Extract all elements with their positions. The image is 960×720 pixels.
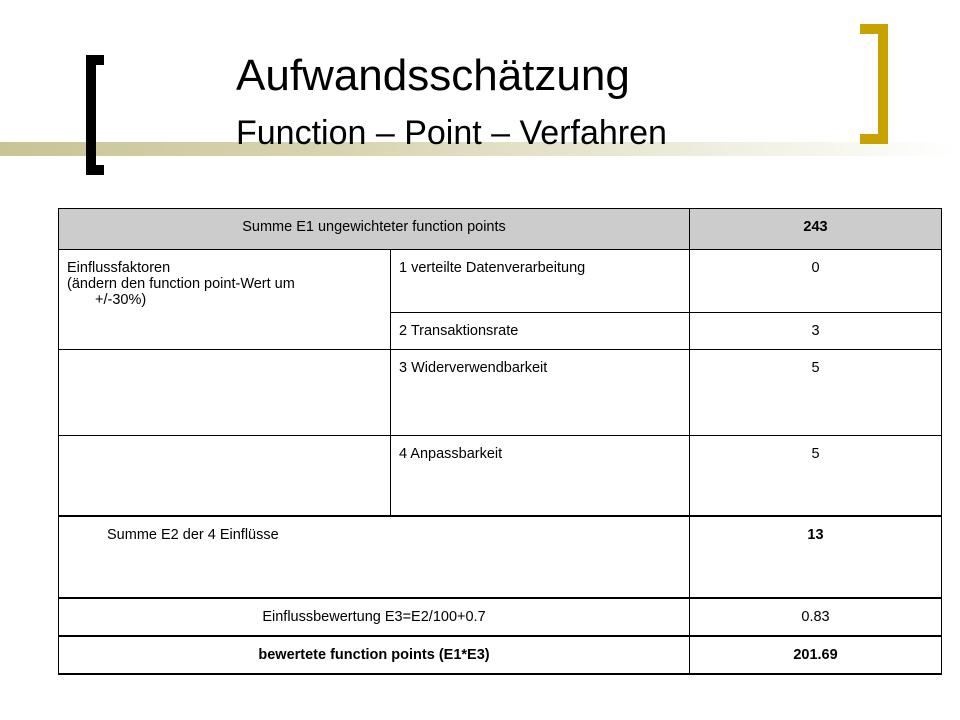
summe-e1-label: Summe E1 ungewichteter function points xyxy=(59,209,690,250)
empty-cell xyxy=(59,436,391,516)
table-row-summe-e1 xyxy=(59,209,942,250)
slide-title: Aufwandsschätzung xyxy=(236,51,630,100)
factor-name: 4 Anpassbarkeit xyxy=(391,436,690,516)
factor-value: 3 xyxy=(690,313,942,350)
right-bracket-decoration xyxy=(860,24,888,144)
table-row-factor-4 xyxy=(59,436,942,516)
factor-value: 5 xyxy=(690,350,942,436)
table-row-factor-1 xyxy=(59,250,942,313)
empty-cell xyxy=(59,350,391,436)
factor-value: 5 xyxy=(690,436,942,516)
table-row-bewertete xyxy=(59,636,942,674)
einflussfaktoren-cell xyxy=(59,250,391,350)
left-bracket-decoration xyxy=(86,55,104,175)
einflussbewertung-value: 0.83 xyxy=(690,598,942,636)
factor-name: 1 verteilte Datenverarbeitung xyxy=(391,250,690,313)
table-row-factor-3 xyxy=(59,350,942,436)
bewertete-label: bewertete function points (E1*E3) xyxy=(59,636,690,674)
table-row-summe-e2 xyxy=(59,516,942,598)
factor-name: 3 Widerverwendbarkeit xyxy=(391,350,690,436)
slide-subtitle: Function – Point – Verfahren xyxy=(236,114,667,152)
bewertete-value: 201.69 xyxy=(690,636,942,674)
summe-e1-value: 243 xyxy=(690,209,942,250)
einflussfaktoren-note: (ändern den function point-Wert um xyxy=(67,276,295,292)
function-point-table xyxy=(58,208,942,675)
einflussfaktoren-range: +/-30%) xyxy=(95,292,147,308)
einflussbewertung-label: Einflussbewertung E3=E2/100+0.7 xyxy=(59,598,690,636)
summe-e2-value: 13 xyxy=(690,516,942,598)
table-row-einflussbewertung xyxy=(59,598,942,636)
factor-value: 0 xyxy=(690,250,942,313)
summe-e2-label: Summe E2 der 4 Einflüsse xyxy=(59,516,690,598)
einflussfaktoren-label: Einflussfaktoren xyxy=(67,260,171,276)
factor-name: 2 Transaktionsrate xyxy=(391,313,690,350)
